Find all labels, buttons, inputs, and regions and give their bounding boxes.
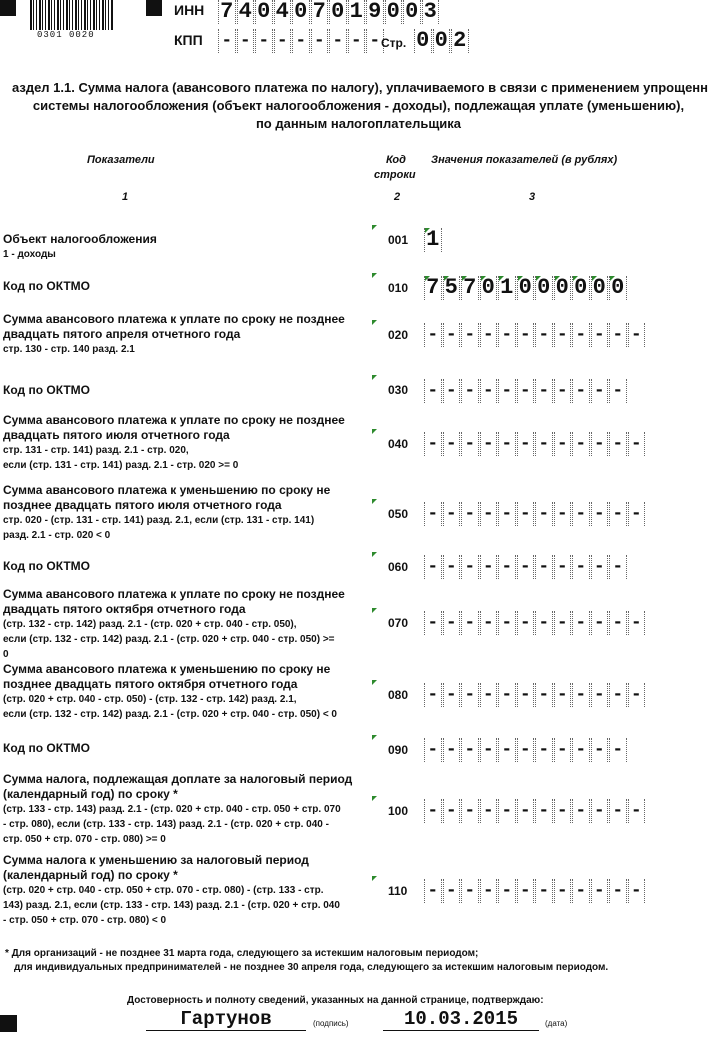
- row-formula-line: стр. 050 + стр. 070 - стр. 080) >= 0: [3, 834, 166, 845]
- row-formula-line: стр. 020 - (стр. 131 - стр. 141) разд. 2.1, если (стр. 131 - стр. 141): [3, 515, 315, 526]
- row-title: Код по ОКТМО: [3, 559, 90, 573]
- code-marker: [372, 735, 377, 740]
- char-cell[interactable]: -: [480, 323, 498, 347]
- char-cell[interactable]: -: [609, 879, 627, 903]
- row-title: Сумма авансового платежа к уплате по сроку не позднее двадцать пятого апреля отчетного года: [3, 312, 345, 341]
- char-cell[interactable]: -: [591, 611, 609, 635]
- char-cell[interactable]: -: [424, 555, 442, 579]
- char-cell[interactable]: -: [329, 29, 347, 53]
- char-cell[interactable]: -: [628, 611, 646, 635]
- char-cell[interactable]: -: [609, 611, 627, 635]
- char-cell[interactable]: -: [498, 611, 516, 635]
- char-cell[interactable]: -: [461, 799, 479, 823]
- char-cell[interactable]: -: [609, 432, 627, 456]
- char-cell[interactable]: -: [591, 738, 609, 762]
- row-formula-line: 143) разд. 2.1, если (стр. 133 - стр. 143) разд. 2.1 - (стр. 020 + стр. 040: [3, 900, 340, 911]
- char-cell[interactable]: -: [498, 799, 516, 823]
- char-cell[interactable]: -: [424, 683, 442, 707]
- char-cell[interactable]: 0: [609, 276, 627, 300]
- char-cell[interactable]: -: [609, 799, 627, 823]
- row-code: 040: [388, 437, 409, 451]
- char-cell[interactable]: -: [498, 323, 516, 347]
- row-090-value: [424, 738, 628, 762]
- row-formula-line: разд. 2.1 - стр. 020 < 0: [3, 530, 111, 541]
- char-cell[interactable]: -: [424, 799, 442, 823]
- char-cell[interactable]: -: [591, 683, 609, 707]
- char-cell[interactable]: -: [443, 379, 461, 403]
- char-cell[interactable]: -: [591, 323, 609, 347]
- char-cell[interactable]: -: [554, 323, 572, 347]
- column-number-2: 2: [394, 191, 401, 203]
- row-040-label: [3, 413, 368, 473]
- char-cell[interactable]: -: [554, 879, 572, 903]
- row-code: 110: [388, 884, 408, 898]
- char-cell[interactable]: -: [311, 29, 329, 53]
- char-cell[interactable]: -: [443, 611, 461, 635]
- row-formula-line: если (стр. 132 - стр. 142) разд. 2.1 - (стр. 020 + стр. 040 - стр. 050) < 0: [3, 709, 337, 720]
- char-cell[interactable]: 0: [535, 276, 553, 300]
- char-cell[interactable]: 0: [433, 29, 451, 53]
- section-title-line2: системы налогообложения (объект налогообложения - доходы), подлежащая уплате (уменьшению),: [32, 98, 685, 113]
- code-marker: [372, 273, 377, 278]
- row-code: 090: [388, 743, 409, 757]
- char-cell[interactable]: -: [554, 432, 572, 456]
- char-cell[interactable]: -: [591, 879, 609, 903]
- char-cell[interactable]: -: [554, 379, 572, 403]
- char-cell[interactable]: -: [591, 555, 609, 579]
- char-cell[interactable]: -: [609, 683, 627, 707]
- char-cell[interactable]: -: [535, 379, 553, 403]
- char-cell[interactable]: -: [443, 555, 461, 579]
- inn-value: [218, 0, 440, 24]
- row-040-value: [424, 432, 646, 456]
- char-cell[interactable]: -: [443, 323, 461, 347]
- char-cell[interactable]: -: [609, 323, 627, 347]
- row-060-value: [424, 555, 628, 579]
- row-formula-line: (стр. 020 + стр. 040 - стр. 050) - (стр. 132 - стр. 142) разд. 2.1,: [3, 694, 297, 705]
- char-cell[interactable]: 0: [255, 0, 273, 24]
- char-cell[interactable]: 1: [424, 228, 442, 252]
- column-header-values: Значения показателей (в рублях): [431, 154, 618, 166]
- row-030-value: [424, 379, 628, 403]
- row-070-label: [3, 587, 368, 662]
- char-cell[interactable]: 0: [517, 276, 535, 300]
- char-cell[interactable]: 4: [237, 0, 255, 24]
- corner-marker-bottom-left: [0, 1015, 17, 1032]
- char-cell[interactable]: -: [480, 379, 498, 403]
- kpp-value: [218, 29, 385, 53]
- row-title: Сумма налога к уменьшению за налоговый период (календарный год) по сроку *: [3, 853, 309, 882]
- char-cell[interactable]: -: [554, 738, 572, 762]
- row-090-label: [3, 741, 368, 756]
- char-cell[interactable]: -: [609, 738, 627, 762]
- row-050-label: [3, 483, 368, 543]
- column-header-code-1: Код: [386, 154, 406, 166]
- char-cell[interactable]: -: [461, 683, 479, 707]
- char-cell[interactable]: -: [480, 432, 498, 456]
- char-cell[interactable]: -: [517, 611, 535, 635]
- row-formula-line: 0: [3, 649, 9, 660]
- corner-marker-top-left: [0, 0, 16, 16]
- code-marker: [372, 552, 377, 557]
- char-cell[interactable]: -: [517, 502, 535, 526]
- row-code: 020: [388, 328, 409, 342]
- char-cell[interactable]: -: [535, 683, 553, 707]
- char-cell[interactable]: -: [535, 799, 553, 823]
- char-cell[interactable]: -: [572, 323, 590, 347]
- char-cell[interactable]: -: [591, 799, 609, 823]
- char-cell[interactable]: -: [443, 683, 461, 707]
- char-cell[interactable]: 3: [422, 0, 440, 24]
- char-cell[interactable]: -: [461, 379, 479, 403]
- char-cell[interactable]: -: [517, 379, 535, 403]
- row-100-label: [3, 772, 368, 847]
- char-cell[interactable]: -: [348, 29, 366, 53]
- char-cell[interactable]: 5: [443, 276, 461, 300]
- char-cell[interactable]: -: [443, 432, 461, 456]
- row-code: 030: [388, 383, 409, 397]
- char-cell[interactable]: -: [628, 502, 646, 526]
- char-cell[interactable]: 0: [292, 0, 310, 24]
- char-cell[interactable]: -: [609, 555, 627, 579]
- char-cell[interactable]: 0: [329, 0, 347, 24]
- corner-marker-top-center: [146, 0, 162, 16]
- char-cell[interactable]: -: [628, 683, 646, 707]
- footnote-line2: для индивидуальных предпринимателей - не позднее 30 апреля года, следующего за истекшим налоговым периодом.: [14, 962, 609, 973]
- column-number-1: 1: [122, 191, 129, 203]
- char-cell[interactable]: -: [498, 502, 516, 526]
- confirmation-text: Достоверность и полноту сведений, указанных на данной странице, подтверждаю:: [127, 995, 544, 1006]
- row-080-value: [424, 683, 646, 707]
- code-marker: [372, 429, 377, 434]
- row-title: Код по ОКТМО: [3, 279, 90, 293]
- char-cell[interactable]: -: [628, 799, 646, 823]
- char-cell[interactable]: 7: [311, 0, 329, 24]
- row-080-label: [3, 662, 368, 722]
- char-cell[interactable]: -: [424, 323, 442, 347]
- char-cell[interactable]: -: [498, 738, 516, 762]
- char-cell[interactable]: -: [572, 502, 590, 526]
- char-cell[interactable]: -: [535, 879, 553, 903]
- char-cell[interactable]: -: [517, 555, 535, 579]
- char-cell[interactable]: -: [572, 879, 590, 903]
- char-cell[interactable]: -: [480, 738, 498, 762]
- date-caption: (дата): [545, 1019, 568, 1028]
- char-cell[interactable]: -: [517, 799, 535, 823]
- date-field[interactable]: 10.03.2015: [383, 1008, 539, 1031]
- char-cell[interactable]: -: [535, 738, 553, 762]
- char-cell[interactable]: -: [517, 323, 535, 347]
- row-code: 100: [388, 804, 409, 818]
- row-formula-line: если (стр. 132 - стр. 142) разд. 2.1 - (стр. 020 + стр. 040 - стр. 050) >=: [3, 634, 335, 645]
- char-cell[interactable]: 0: [591, 276, 609, 300]
- row-formula-line: (стр. 020 + стр. 040 - стр. 050 + стр. 070 - стр. 080) - (стр. 133 - стр.: [3, 885, 324, 896]
- char-cell[interactable]: 1: [348, 0, 366, 24]
- row-formula-line: - стр. 080), если (стр. 133 - стр. 143) разд. 2.1 - (стр. 020 + стр. 040 -: [3, 819, 329, 830]
- char-cell[interactable]: -: [480, 683, 498, 707]
- char-cell[interactable]: -: [366, 29, 384, 53]
- char-cell[interactable]: -: [498, 879, 516, 903]
- column-header-code-2: строки: [374, 169, 416, 181]
- char-cell[interactable]: 1: [498, 276, 516, 300]
- code-marker: [372, 375, 377, 380]
- char-cell[interactable]: 7: [218, 0, 236, 24]
- row-020-label: [3, 312, 368, 357]
- char-cell[interactable]: -: [255, 29, 273, 53]
- char-cell[interactable]: 4: [274, 0, 292, 24]
- code-marker: [372, 320, 377, 325]
- row-110-label: [3, 853, 368, 928]
- char-cell[interactable]: -: [535, 323, 553, 347]
- row-001-value: [424, 228, 443, 252]
- char-cell[interactable]: -: [424, 738, 442, 762]
- char-cell[interactable]: -: [498, 379, 516, 403]
- row-title: Сумма авансового платежа к уменьшению по сроку не позднее двадцать пятого июля отчетного года: [3, 483, 331, 512]
- row-title: Сумма авансового платежа к уплате по сроку не позднее двадцать пятого октября отчетного года: [3, 587, 345, 616]
- char-cell[interactable]: -: [554, 799, 572, 823]
- row-code: 070: [388, 616, 409, 630]
- char-cell[interactable]: -: [461, 555, 479, 579]
- row-formula-line: 1 - доходы: [3, 249, 56, 260]
- row-001-label: [3, 232, 368, 262]
- row-code: 010: [388, 281, 409, 295]
- section-title-line1: аздел 1.1. Сумма налога (авансового платежа по налогу), уплачиваемого в связи с применением упрощенн: [11, 80, 709, 95]
- char-cell[interactable]: 2: [451, 29, 469, 53]
- row-100-value: [424, 799, 646, 823]
- char-cell[interactable]: 7: [461, 276, 479, 300]
- char-cell[interactable]: -: [517, 738, 535, 762]
- row-title: Код по ОКТМО: [3, 741, 90, 755]
- barcode-number: 0301 0020: [37, 30, 95, 40]
- row-070-value: [424, 611, 646, 635]
- char-cell[interactable]: -: [424, 611, 442, 635]
- char-cell[interactable]: -: [237, 29, 255, 53]
- char-cell[interactable]: -: [461, 323, 479, 347]
- code-marker: [372, 796, 377, 801]
- row-010-label: [3, 279, 368, 294]
- char-cell[interactable]: -: [480, 799, 498, 823]
- char-cell[interactable]: 0: [403, 0, 421, 24]
- row-title: Сумма налога, подлежащая доплате за налоговый период (календарный год) по сроку *: [3, 772, 353, 801]
- char-cell[interactable]: 0: [572, 276, 590, 300]
- char-cell[interactable]: -: [517, 879, 535, 903]
- row-010-value: [424, 276, 628, 300]
- char-cell[interactable]: 7: [424, 276, 442, 300]
- char-cell[interactable]: -: [480, 555, 498, 579]
- char-cell[interactable]: -: [443, 799, 461, 823]
- row-030-label: [3, 383, 368, 398]
- char-cell[interactable]: -: [628, 432, 646, 456]
- row-formula-line: если (стр. 131 - стр. 141) разд. 2.1 - стр. 020 >= 0: [3, 460, 239, 471]
- row-formula-line: стр. 131 - стр. 141) разд. 2.1 - стр. 020,: [3, 445, 189, 456]
- char-cell[interactable]: -: [591, 502, 609, 526]
- row-110-value: [424, 879, 646, 903]
- row-title: Код по ОКТМО: [3, 383, 90, 397]
- char-cell[interactable]: -: [498, 555, 516, 579]
- char-cell[interactable]: -: [572, 611, 590, 635]
- char-cell[interactable]: -: [572, 379, 590, 403]
- char-cell[interactable]: -: [628, 323, 646, 347]
- row-code: 001: [388, 233, 409, 247]
- char-cell[interactable]: -: [572, 738, 590, 762]
- char-cell[interactable]: -: [535, 502, 553, 526]
- row-code: 080: [388, 688, 409, 702]
- page-value: [414, 29, 470, 53]
- kpp-label: КПП: [174, 32, 203, 48]
- char-cell[interactable]: -: [480, 502, 498, 526]
- code-marker: [372, 680, 377, 685]
- char-cell[interactable]: -: [461, 611, 479, 635]
- inn-label: ИНН: [174, 2, 205, 18]
- char-cell[interactable]: -: [480, 611, 498, 635]
- char-cell[interactable]: -: [572, 683, 590, 707]
- code-marker: [372, 876, 377, 881]
- char-cell[interactable]: -: [554, 683, 572, 707]
- char-cell[interactable]: -: [535, 432, 553, 456]
- char-cell[interactable]: -: [443, 738, 461, 762]
- char-cell[interactable]: -: [292, 29, 310, 53]
- char-cell[interactable]: 0: [385, 0, 403, 24]
- char-cell[interactable]: -: [424, 502, 442, 526]
- page-label: Стр.: [381, 36, 407, 50]
- char-cell[interactable]: -: [609, 502, 627, 526]
- char-cell[interactable]: -: [218, 29, 236, 53]
- section-title-line3: по данным налогоплательщика: [255, 116, 462, 131]
- char-cell[interactable]: -: [480, 879, 498, 903]
- char-cell[interactable]: -: [424, 379, 442, 403]
- char-cell[interactable]: -: [517, 683, 535, 707]
- char-cell[interactable]: -: [572, 555, 590, 579]
- column-number-3: 3: [529, 191, 536, 203]
- signature[interactable]: Гартунов: [146, 1008, 306, 1031]
- code-marker: [372, 225, 377, 230]
- char-cell[interactable]: 9: [366, 0, 384, 24]
- code-marker: [372, 608, 377, 613]
- char-cell[interactable]: -: [535, 555, 553, 579]
- signature-caption: (подпись): [313, 1019, 349, 1028]
- char-cell[interactable]: -: [535, 611, 553, 635]
- row-060-label: [3, 559, 368, 574]
- barcode-bars: [30, 0, 114, 30]
- char-cell[interactable]: -: [554, 555, 572, 579]
- char-cell[interactable]: -: [517, 432, 535, 456]
- row-title: Сумма авансового платежа к уменьшению по сроку не позднее двадцать пятого октября отчетного года: [3, 662, 331, 691]
- char-cell[interactable]: -: [554, 502, 572, 526]
- barcode: [22, 0, 122, 42]
- char-cell[interactable]: 0: [480, 276, 498, 300]
- char-cell[interactable]: -: [591, 432, 609, 456]
- row-formula-line: (стр. 133 - стр. 143) разд. 2.1 - (стр. 020 + стр. 040 - стр. 050 + стр. 070: [3, 804, 341, 815]
- char-cell[interactable]: -: [461, 432, 479, 456]
- char-cell[interactable]: 0: [554, 276, 572, 300]
- char-cell[interactable]: -: [443, 502, 461, 526]
- char-cell[interactable]: -: [443, 879, 461, 903]
- code-marker: [372, 499, 377, 504]
- char-cell[interactable]: -: [591, 379, 609, 403]
- row-code: 050: [388, 507, 409, 521]
- char-cell[interactable]: -: [424, 432, 442, 456]
- row-code: 060: [388, 560, 409, 574]
- row-020-value: [424, 323, 646, 347]
- row-formula-line: - стр. 050 + стр. 070 - стр. 080) < 0: [3, 915, 167, 926]
- footnote-line1: * Для организаций - не позднее 31 марта года, следующего за истекшим налоговым периодом;: [5, 948, 479, 959]
- char-cell[interactable]: -: [498, 432, 516, 456]
- row-050-value: [424, 502, 646, 526]
- char-cell[interactable]: -: [274, 29, 292, 53]
- row-title: Сумма авансового платежа к уплате по сроку не позднее двадцать пятого июля отчетного года: [3, 413, 345, 442]
- column-header-indicators: Показатели: [87, 154, 155, 166]
- char-cell[interactable]: -: [609, 379, 627, 403]
- char-cell[interactable]: -: [461, 502, 479, 526]
- char-cell[interactable]: -: [498, 683, 516, 707]
- char-cell[interactable]: 0: [414, 29, 432, 53]
- char-cell[interactable]: -: [572, 432, 590, 456]
- row-formula-line: стр. 130 - стр. 140 разд. 2.1: [3, 344, 135, 355]
- row-formula-line: (стр. 132 - стр. 142) разд. 2.1 - (стр. 020 + стр. 040 - стр. 050),: [3, 619, 297, 630]
- row-title: Объект налогообложения: [3, 232, 157, 246]
- char-cell[interactable]: -: [461, 738, 479, 762]
- char-cell[interactable]: -: [424, 879, 442, 903]
- char-cell[interactable]: -: [628, 879, 646, 903]
- char-cell[interactable]: -: [461, 879, 479, 903]
- char-cell[interactable]: -: [572, 799, 590, 823]
- char-cell[interactable]: -: [554, 611, 572, 635]
